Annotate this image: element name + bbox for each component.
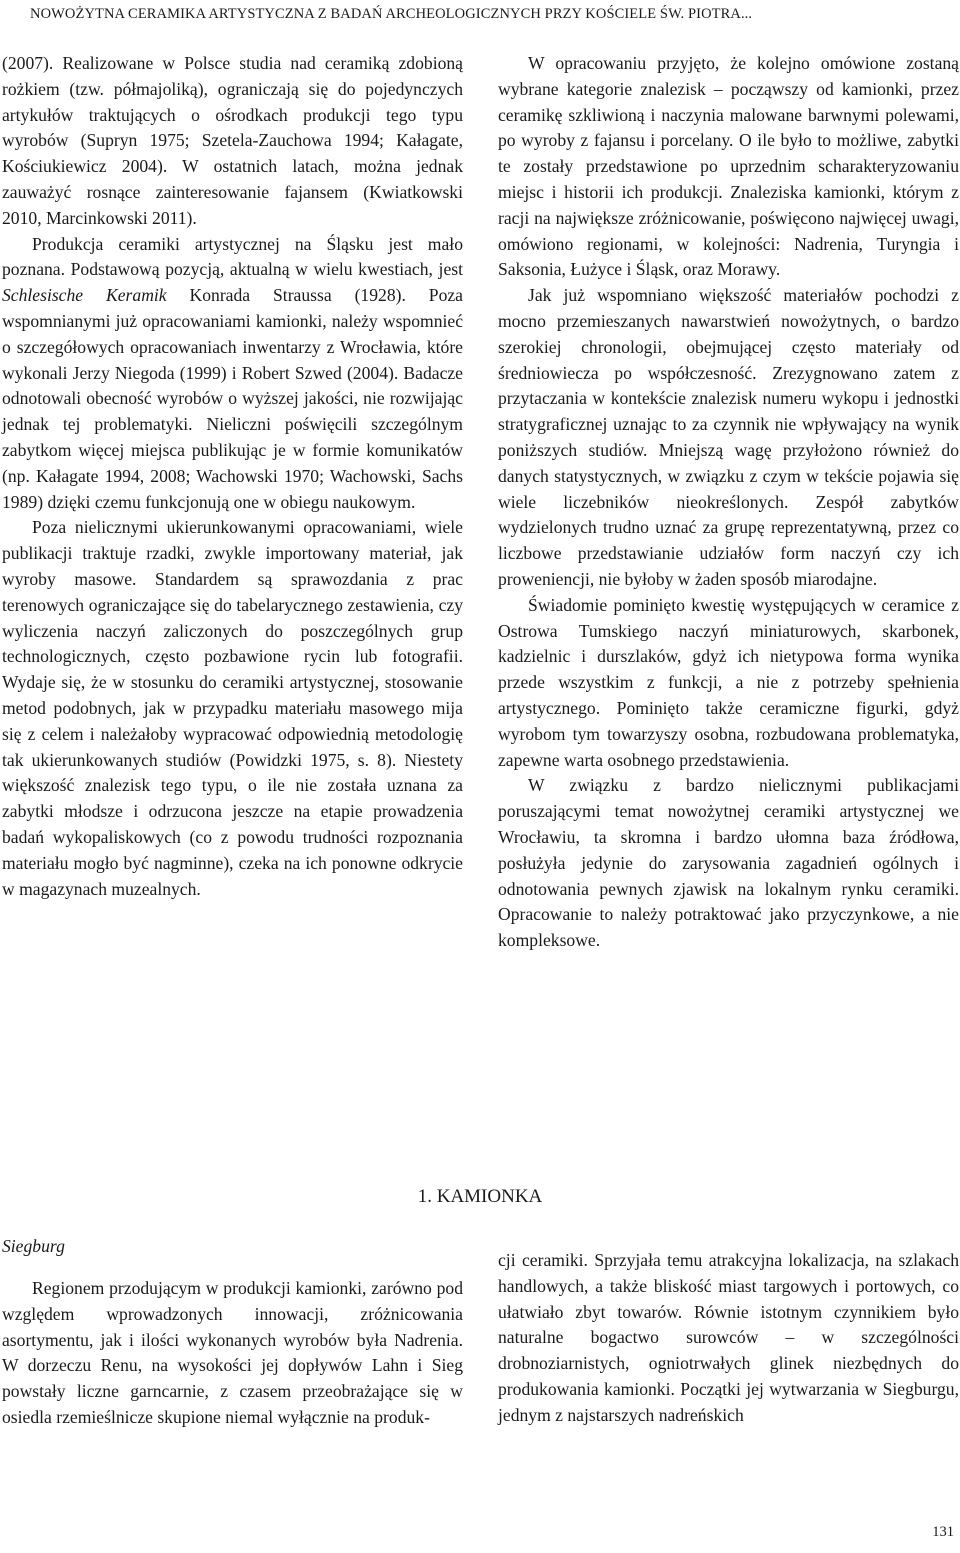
- section-heading: 1. KAMIONKA: [417, 1186, 543, 1207]
- paragraph: [2, 232, 463, 516]
- paragraph: Świadomie pominięto kwestię występujących w ceramice z Ostrowa Tumskiego naczyń miniaturowych, skarbonek, kadzielnic i durszlaków, gdyż ich nietypowa forma wynika przede wszystkim z funkcji, a nie z potrzeby spełnienia artystycznego. Pominięto także ceramiczne figurki, gdyż wyrobom tym towarzyszy osobna, rozbudowana problematyka, zapewne warta osobnego przedstawienia.: [498, 594, 959, 770]
- page-number: 131: [932, 1524, 954, 1540]
- paragraph: Regionem przodującym w produkcji kamionki, zarówno pod względem wprowadzonych innowacji, zróżnicowania asortymentu, jak i ilości wykonanych wyrobów była Nadrenia. W dorzeczu Renu, na wysokości jej dopływów Lahn i Sieg powstały liczne garncarnie, z czasem przeobrażające się w osiedla rzemieślnicze skupione niemal wyłącznie na produk-: [2, 1278, 463, 1427]
- paragraph-text: Produkcja ceramiki artystycznej na Śląsku jest mało poznana. Podstawową pozycją, aktualną w wielu kwestiach, jest: [2, 233, 463, 280]
- running-header: NOWOŻYTNA CERAMIKA ARTYSTYCZNA Z BADAŃ ARCHEOLOGICZNYCH PRZY KOŚCIELE ŚW. PIOTRA...: [30, 6, 753, 22]
- right-column-top: [498, 51, 959, 954]
- left-column-top: [2, 51, 463, 902]
- cited-title: Schlesische Keramik: [2, 285, 167, 306]
- left-column-bottom: [2, 1276, 463, 1431]
- paragraph: Poza nielicznymi ukierunkowanymi opracowaniami, wiele publikacji traktuje rzadki, zwykle importowany materiał, jak wyroby masowe. Standardem są sprawozdania z prac terenowych ograniczające się do tabelarycznego zestawienia, czy wyliczenia naczyń zaliczonych do poszczególnych grup technologicznych, często pozbawione rycin lub fotografii. Wydaje się, że w stosunku do ceramiki artystycznej, stosowanie metod podobnych, jak w przypadku materiału masowego mija się z celem i należałoby wypracować odpowiednią metodologię tak ukierunkowanych studiów (Powidzki 1975, s. 8). Niestety większość znalezisk tego typu, o ile nie została uznana za zabytki młodsze i odrzucona jeszcze na etapie prowadzenia badań wykopaliskowych (co z powodu trudności rozpoznania materiału mogło być nagminne), czeka na ich ponowne odkrycie w magazynach muzealnych.: [2, 517, 463, 899]
- paragraph: (2007). Realizowane w Polsce studia nad ceramiką zdobioną rożkiem (tzw. półmajoliką), ograniczają się do pojedynczych artykułów traktujących o ośrodkach produkcji tego typu wyrobów (Supryn 1975; Szetela-Zauchowa 1994; Kałagate, Kościukiewicz 2004). W ostatnich latach, można jednak zauważyć rosnące zainteresowanie fajansem (Kwiatkowski 2010, Marcinkowski 2011).: [2, 53, 463, 228]
- right-column-bottom: [498, 1248, 959, 1429]
- subsection-heading: Siegburg: [2, 1236, 65, 1256]
- paragraph: W opracowaniu przyjęto, że kolejno omówione zostaną wybrane kategorie znalezisk – począwszy od kamionki, przez ceramikę szkliwioną i naczynia malowane barwnymi polewami, po wyroby z fajansu i porcelany. O ile było to możliwe, zabytki te zostały przedstawione po uprzednim scharakteryzowaniu miejsc i historii ich produkcji. Znaleziska kamionki, którym z racji na największe zróżnicowanie, poświęcono najwięcej uwagi, omówiono regionami, w kolejności: Nadrenia, Turyngia i Saksonia, Łużyce i Śląsk, oraz Morawy.: [498, 53, 959, 280]
- paragraph: cji ceramiki. Sprzyjała temu atrakcyjna lokalizacja, na szlakach handlowych, a także bliskość miast targowych i portowych, co ułatwiało zbyt towarów. Równie istotnym czynnikiem było naturalne bogactwo surowców – w szczególności drobnoziarnistych, ogniotrwałych glinek niezbędnych do produkowania kamionki. Początki jej wytwarzania w Siegburgu, jednym z najstarszych nadreńskich: [498, 1250, 959, 1425]
- paragraph: W związku z bardzo nielicznymi publikacjami poruszającymi temat nowożytnej ceramiki artystycznej we Wrocławiu, ta skromna i bardzo ułomna baza źródłowa, posłużyła jedynie do zarysowania zagadnień ogólnych i odnotowania pewnych zjawisk na lokalnym rynku ceramiki. Opracowanie to należy potraktować jako przyczynkowe, a nie kompleksowe.: [498, 775, 959, 951]
- paragraph: Jak już wspomniano większość materiałów pochodzi z mocno przemieszanych nawarstwień nowożytnych, o bardzo szerokiej chronologii, obejmującej często materiały od średniowiecza po współczesność. Zrezygnowano zatem z przytaczania w kontekście znalezisk numeru wykopu i jednostki stratygraficznej uznając to za czynnik nie wpływający na wynik poniższych studiów. Mniejszą wagę przyłożono również do danych statystycznych, w związku z czym w tekście pojawia się wiele liczebników nieokreślonych. Zespół zabytków wydzielonych trudno uznać za grupę reprezentatywną, przez co liczbowe przedstawianie udziałów form naczyń czy ich proweniencji, nie byłoby w żaden sposób miarodajne.: [498, 285, 959, 589]
- paragraph-text: Konrada Straussa (1928). Poza wspomnianymi już opracowaniami kamionki, należy wspomnieć o szczegółowych opracowaniach inwentarzy z Wrocławia, które wykonali Jerzy Niegoda (1999) i Robert Szwed (2004). Badacze odnotowali obecność wyrobów o wyższej jakości, nie rozwijając jednak tej problematyki. Nieliczni poświęcili szczególnym zabytkom więcej miejsca publikując je w formie komunikatów (np. Kałagate 1994, 2008; Wachowski 1970; Wachowski, Sachs 1989) dzięki czemu funkcjonują one w obiegu naukowym.: [2, 285, 463, 512]
